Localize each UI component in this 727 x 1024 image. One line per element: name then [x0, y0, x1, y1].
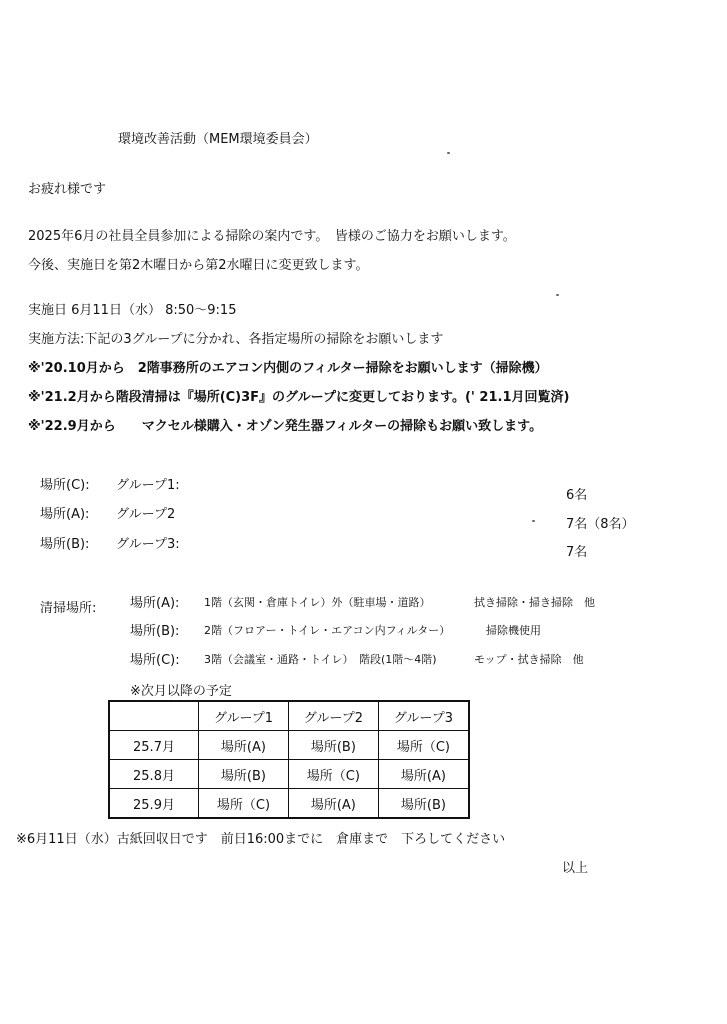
table-cell: 場所(B)	[288, 731, 378, 760]
table-header-cell: グループ1	[199, 701, 289, 731]
cleaning-detail: 1階（玄関・倉庫トイレ）外（駐車場・道路）	[204, 596, 431, 609]
table-cell: 場所(A)	[199, 731, 289, 760]
note-item: ※'20.10月から 2階事務所のエアコン内側のフィルター掃除をお願いします（掃除機）	[28, 361, 548, 376]
cleaning-task: 掃除機使用	[486, 624, 541, 637]
group-name: グループ3:	[116, 537, 180, 552]
group-place: 場所(C):	[40, 478, 90, 493]
closing-text: 以上	[562, 861, 589, 876]
table-cell: 場所(A)	[378, 760, 469, 789]
scan-speck	[532, 520, 535, 522]
intro-line-2: 今後、実施日を第2木曜日から第2水曜日に変更致します。	[28, 258, 369, 273]
table-cell: 25.8月	[109, 760, 199, 789]
cleaning-detail: 2階（フロアー・トイレ・エアコン内フィルター）	[204, 624, 451, 637]
table-cell: 場所(A)	[288, 789, 378, 819]
table-header-cell	[109, 701, 199, 731]
cleaning-task: 拭き掃除・掃き掃除 他	[474, 596, 595, 609]
schedule-table	[108, 700, 470, 819]
cleaning-place: 場所(B):	[130, 624, 180, 639]
group-count: 7名（8名）	[566, 517, 635, 532]
table-cell: 場所(B)	[378, 789, 469, 819]
event-method: 実施方法:下記の3グループに分かれ、各指定場所の掃除をお願いします	[28, 332, 444, 347]
group-count: 7名	[566, 545, 588, 560]
greeting: お疲れ様です	[28, 182, 107, 197]
page-title: 環境改善活動（MEM環境委員会）	[118, 132, 318, 147]
intro-line-1: 2025年6月の社員全員参加による掃除の案内です。 皆様のご協力をお願いします。	[28, 229, 516, 244]
table-header-row	[109, 701, 469, 731]
table-cell: 25.7月	[109, 731, 199, 760]
note-item: ※'21.2月から階段清掃は『場所(C)3F』のグループに変更しております。(' 21.1月回覧済)	[28, 390, 570, 405]
scan-speck	[447, 152, 450, 154]
cleaning-place: 場所(C):	[130, 653, 180, 668]
table-cell: 場所（C)	[378, 731, 469, 760]
cleaning-task: モップ・拭き掃除 他	[474, 653, 584, 666]
table-header-cell: グループ2	[288, 701, 378, 731]
scan-speck	[556, 294, 559, 296]
table-cell: 25.9月	[109, 789, 199, 819]
group-name: グループ1:	[116, 478, 180, 493]
table-row	[109, 731, 469, 760]
event-date: 実施日 6月11日（水） 8:50～9:15	[28, 303, 237, 318]
table-cell: 場所（C)	[288, 760, 378, 789]
table-row	[109, 789, 469, 819]
table-cell: 場所（C)	[199, 789, 289, 819]
table-row	[109, 760, 469, 789]
group-place: 場所(A):	[40, 507, 90, 522]
group-name: グループ2	[116, 507, 176, 522]
cleaning-label: 清掃場所:	[40, 601, 97, 616]
note-item: ※'22.9月から マクセル様購入・オゾン発生器フィルターの掃除もお願い致します。	[28, 419, 543, 434]
cleaning-place: 場所(A):	[130, 596, 180, 611]
group-place: 場所(B):	[40, 537, 90, 552]
table-cell: 場所(B)	[199, 760, 289, 789]
group-count: 6名	[566, 488, 588, 503]
table-header-cell: グループ3	[378, 701, 469, 731]
footer-note: ※6月11日（水）古紙回収日です 前日16:00までに 倉庫まで 下ろしてください	[16, 832, 506, 847]
schedule-caption: ※次月以降の予定	[130, 684, 232, 699]
cleaning-detail: 3階（会議室・通路・トイレ） 階段(1階～4階)	[204, 653, 437, 666]
